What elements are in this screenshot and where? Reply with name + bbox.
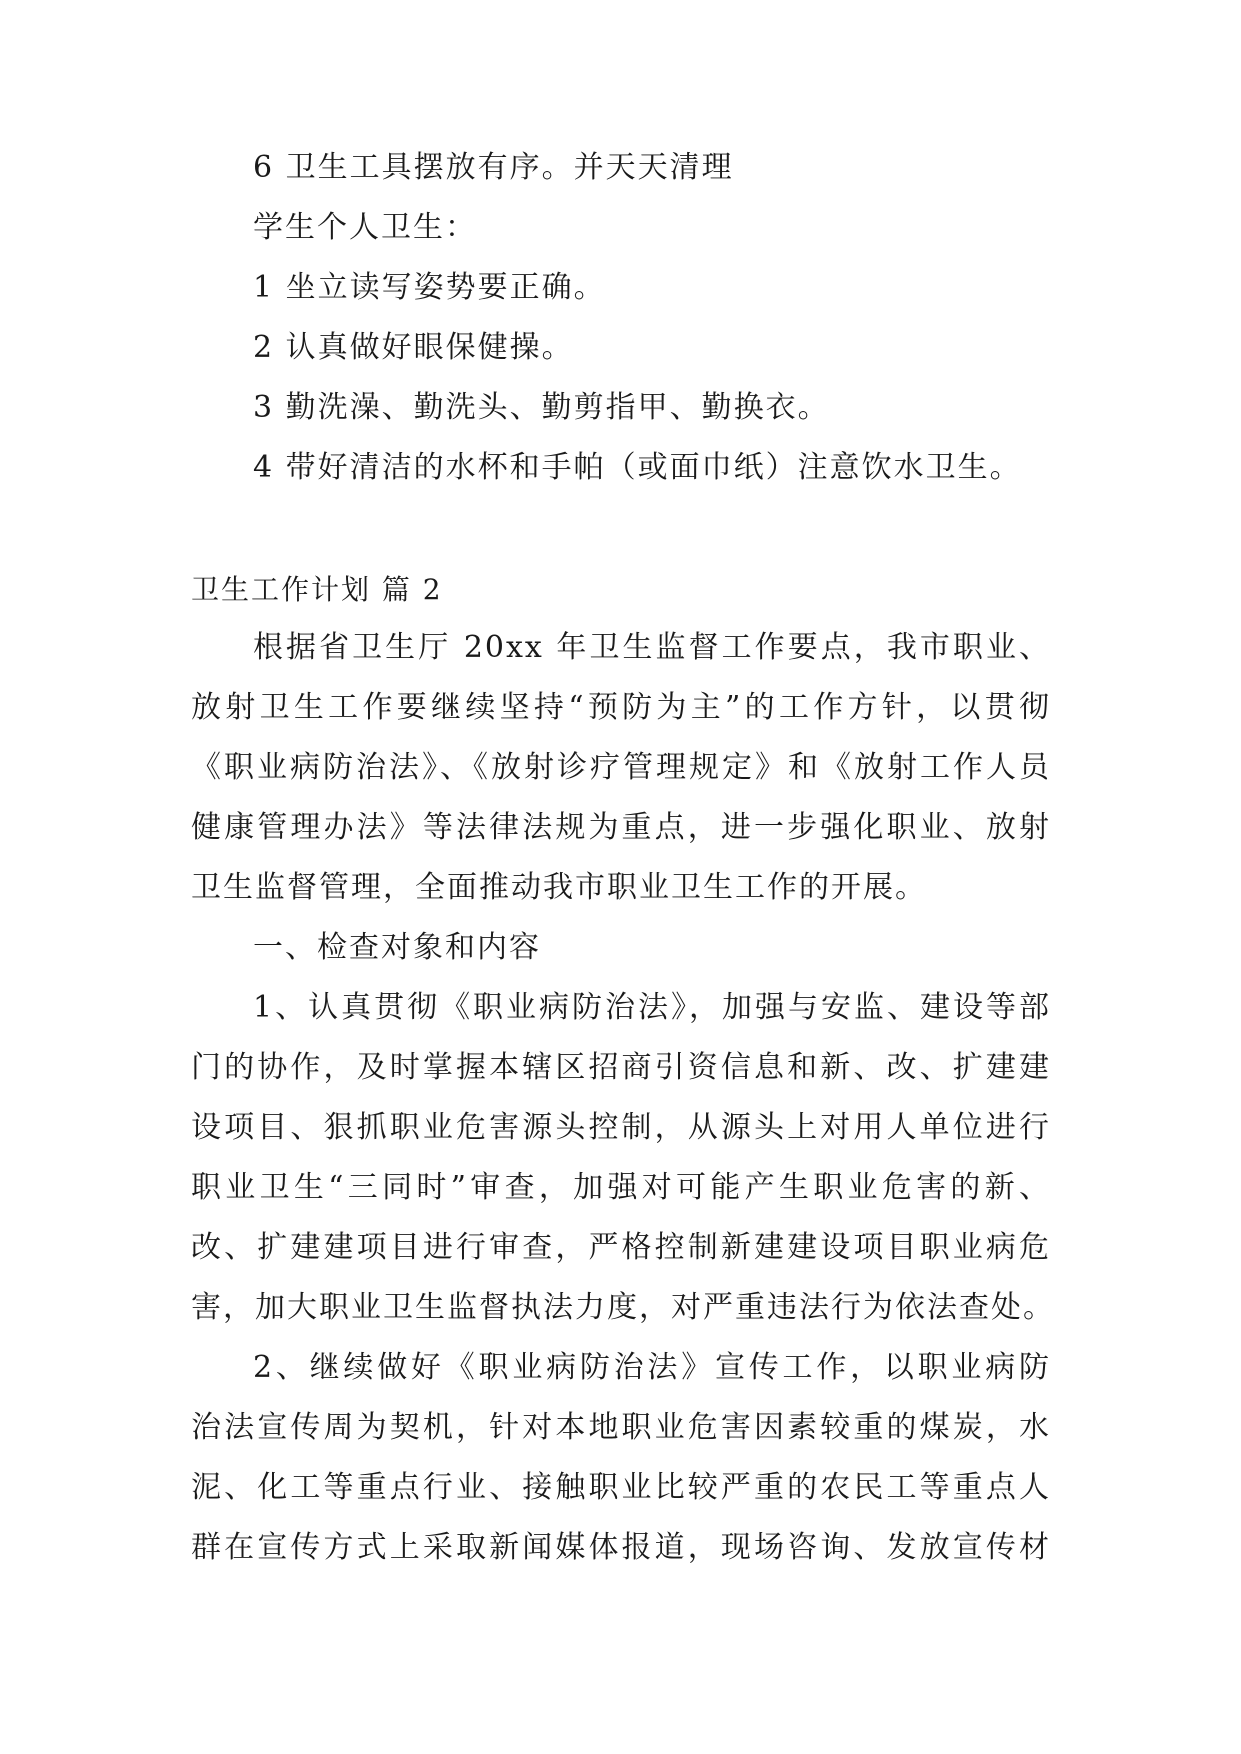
- list-item: 学生个人卫生：: [253, 210, 477, 245]
- list-item: 6 卫生工具摆放有序。并天天清理: [253, 150, 734, 185]
- paragraph-line: 群在宣传方式上采取新闻媒体报道，现场咨询、发放宣传材: [191, 1530, 1051, 1565]
- subheading: 一、检查对象和内容: [253, 930, 541, 965]
- list-item: 3 勤洗澡、勤洗头、勤剪指甲、勤换衣。: [253, 390, 830, 425]
- paragraph-line: 卫生监督管理，全面推动我市职业卫生工作的开展。: [191, 870, 927, 905]
- paragraph-line: 职业卫生“三同时”审查，加强对可能产生职业危害的新、: [191, 1170, 1051, 1205]
- list-item: 2 认真做好眼保健操。: [253, 330, 574, 365]
- paragraph-line: 放射卫生工作要继续坚持“预防为主”的工作方针，以贯彻: [191, 690, 1051, 725]
- list-item: 4 带好清洁的水杯和手帕（或面巾纸）注意饮水卫生。: [253, 450, 1022, 485]
- paragraph-line: 门的协作，及时掌握本辖区招商引资信息和新、改、扩建建: [191, 1050, 1051, 1085]
- paragraph-line: 设项目、狠抓职业危害源头控制，从源头上对用人单位进行: [191, 1110, 1051, 1145]
- paragraph-line: 1、认真贯彻《职业病防治法》，加强与安监、建设等部: [253, 990, 1051, 1025]
- paragraph-line: 治法宣传周为契机，针对本地职业危害因素较重的煤炭，水: [191, 1410, 1051, 1445]
- paragraph-line: 改、扩建建项目进行审查，严格控制新建建设项目职业病危: [191, 1230, 1051, 1265]
- paragraph-line: 2、继续做好《职业病防治法》宣传工作，以职业病防: [253, 1350, 1051, 1385]
- list-item: 1 坐立读写姿势要正确。: [253, 270, 606, 305]
- section-title: 卫生工作计划 篇 2: [191, 573, 443, 606]
- paragraph-line: 害，加大职业卫生监督执法力度，对严重违法行为依法查处。: [191, 1290, 1055, 1325]
- paragraph-line: 《职业病防治法》、《放射诊疗管理规定》和《放射工作人员: [191, 750, 1051, 785]
- paragraph-line: 泥、化工等重点行业、接触职业比较严重的农民工等重点人: [191, 1470, 1051, 1505]
- paragraph-line: 健康管理办法》等法律法规为重点，进一步强化职业、放射: [191, 810, 1051, 845]
- paragraph-line: 根据省卫生厅 20xx 年卫生监督工作要点，我市职业、: [253, 630, 1051, 665]
